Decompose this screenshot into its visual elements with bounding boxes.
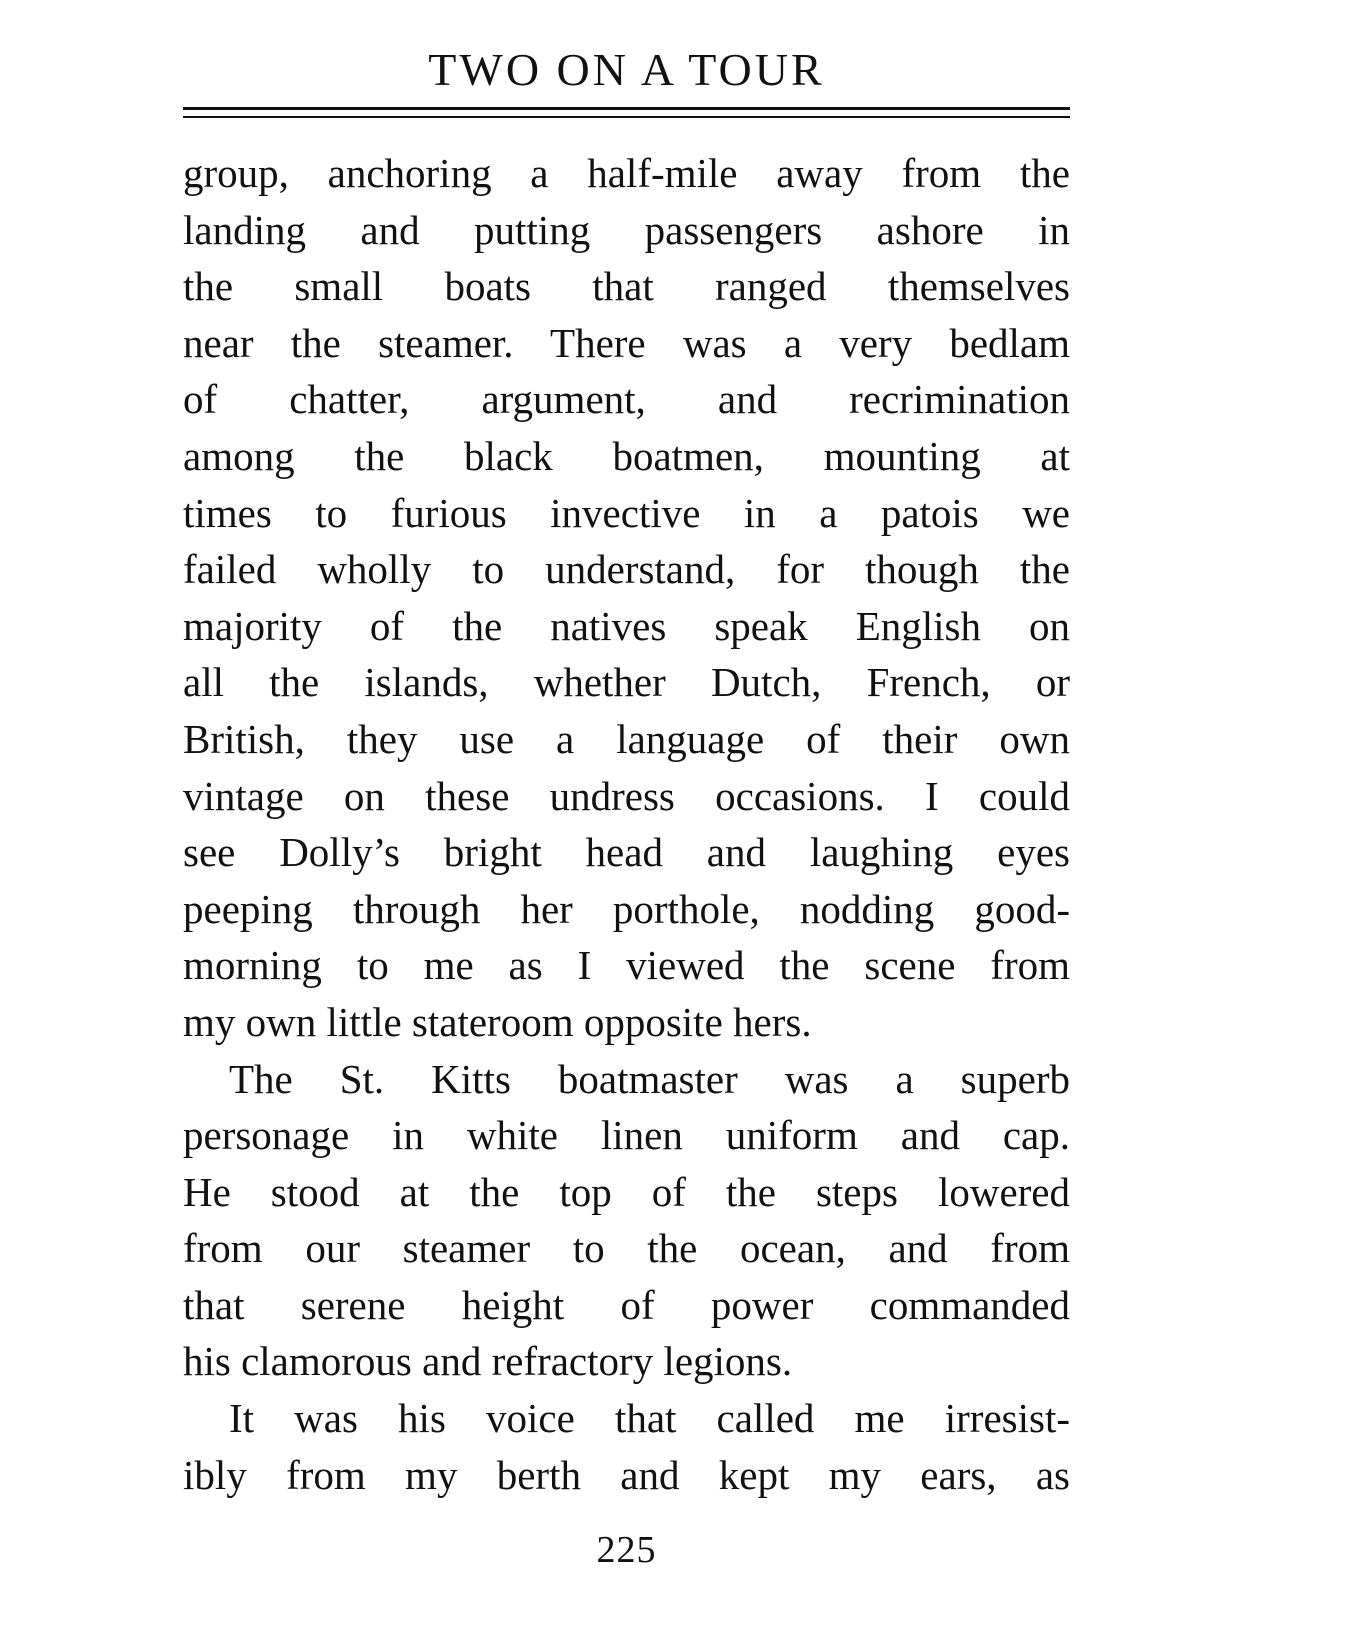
text-line: my own little stateroom opposite hers.: [183, 998, 812, 1045]
text-line: majority of the natives speak English on: [183, 602, 1070, 649]
paragraph-3: [183, 1390, 1070, 1503]
text-line: all the islands, whether Dutch, French, or: [183, 659, 1070, 706]
text-line: He stood at the top of the steps lowered: [183, 1168, 1070, 1215]
text-line: among the black boatmen, mounting at: [183, 432, 1070, 479]
text-line: morning to me as I viewed the scene from: [183, 942, 1070, 989]
paragraph-2: [183, 1051, 1070, 1391]
body-text: [183, 145, 1070, 1503]
page-number: 225: [596, 1529, 657, 1571]
text-line: British, they use a language of their own: [183, 715, 1070, 762]
text-line: vintage on these undress occasions. I could: [183, 772, 1070, 819]
paragraph-1: [183, 145, 1070, 1051]
text-line: see Dolly’s bright head and laughing eyes: [183, 829, 1070, 876]
running-head: TWO ON A TOUR: [428, 44, 825, 95]
text-line: failed wholly to understand, for though the: [183, 546, 1070, 593]
text-line: The St. Kitts boatmaster was a superb: [229, 1055, 1070, 1102]
text-line: ibly from my berth and kept my ears, as: [183, 1451, 1070, 1498]
text-line: from our steamer to the ocean, and from: [183, 1225, 1070, 1272]
text-line: his clamorous and refractory legions.: [183, 1338, 793, 1385]
text-line: personage in white linen uniform and cap.: [183, 1112, 1070, 1159]
text-line: peeping through her porthole, nodding good-: [183, 885, 1070, 932]
text-line: times to furious invective in a patois we: [183, 489, 1070, 536]
text-line: near the steamer. There was a very bedlam: [183, 319, 1070, 366]
header-rule-bottom: [183, 116, 1070, 118]
text-line: of chatter, argument, and recrimination: [183, 376, 1070, 423]
text-line: group, anchoring a half-mile away from the: [183, 150, 1070, 196]
text-line: the small boats that ranged themselves: [183, 263, 1070, 310]
header-rule-top: [183, 107, 1070, 110]
text-line: It was his voice that called me irresist-: [229, 1395, 1070, 1442]
text-line: that serene height of power commanded: [183, 1281, 1070, 1328]
text-line: landing and putting passengers ashore in: [183, 206, 1070, 253]
